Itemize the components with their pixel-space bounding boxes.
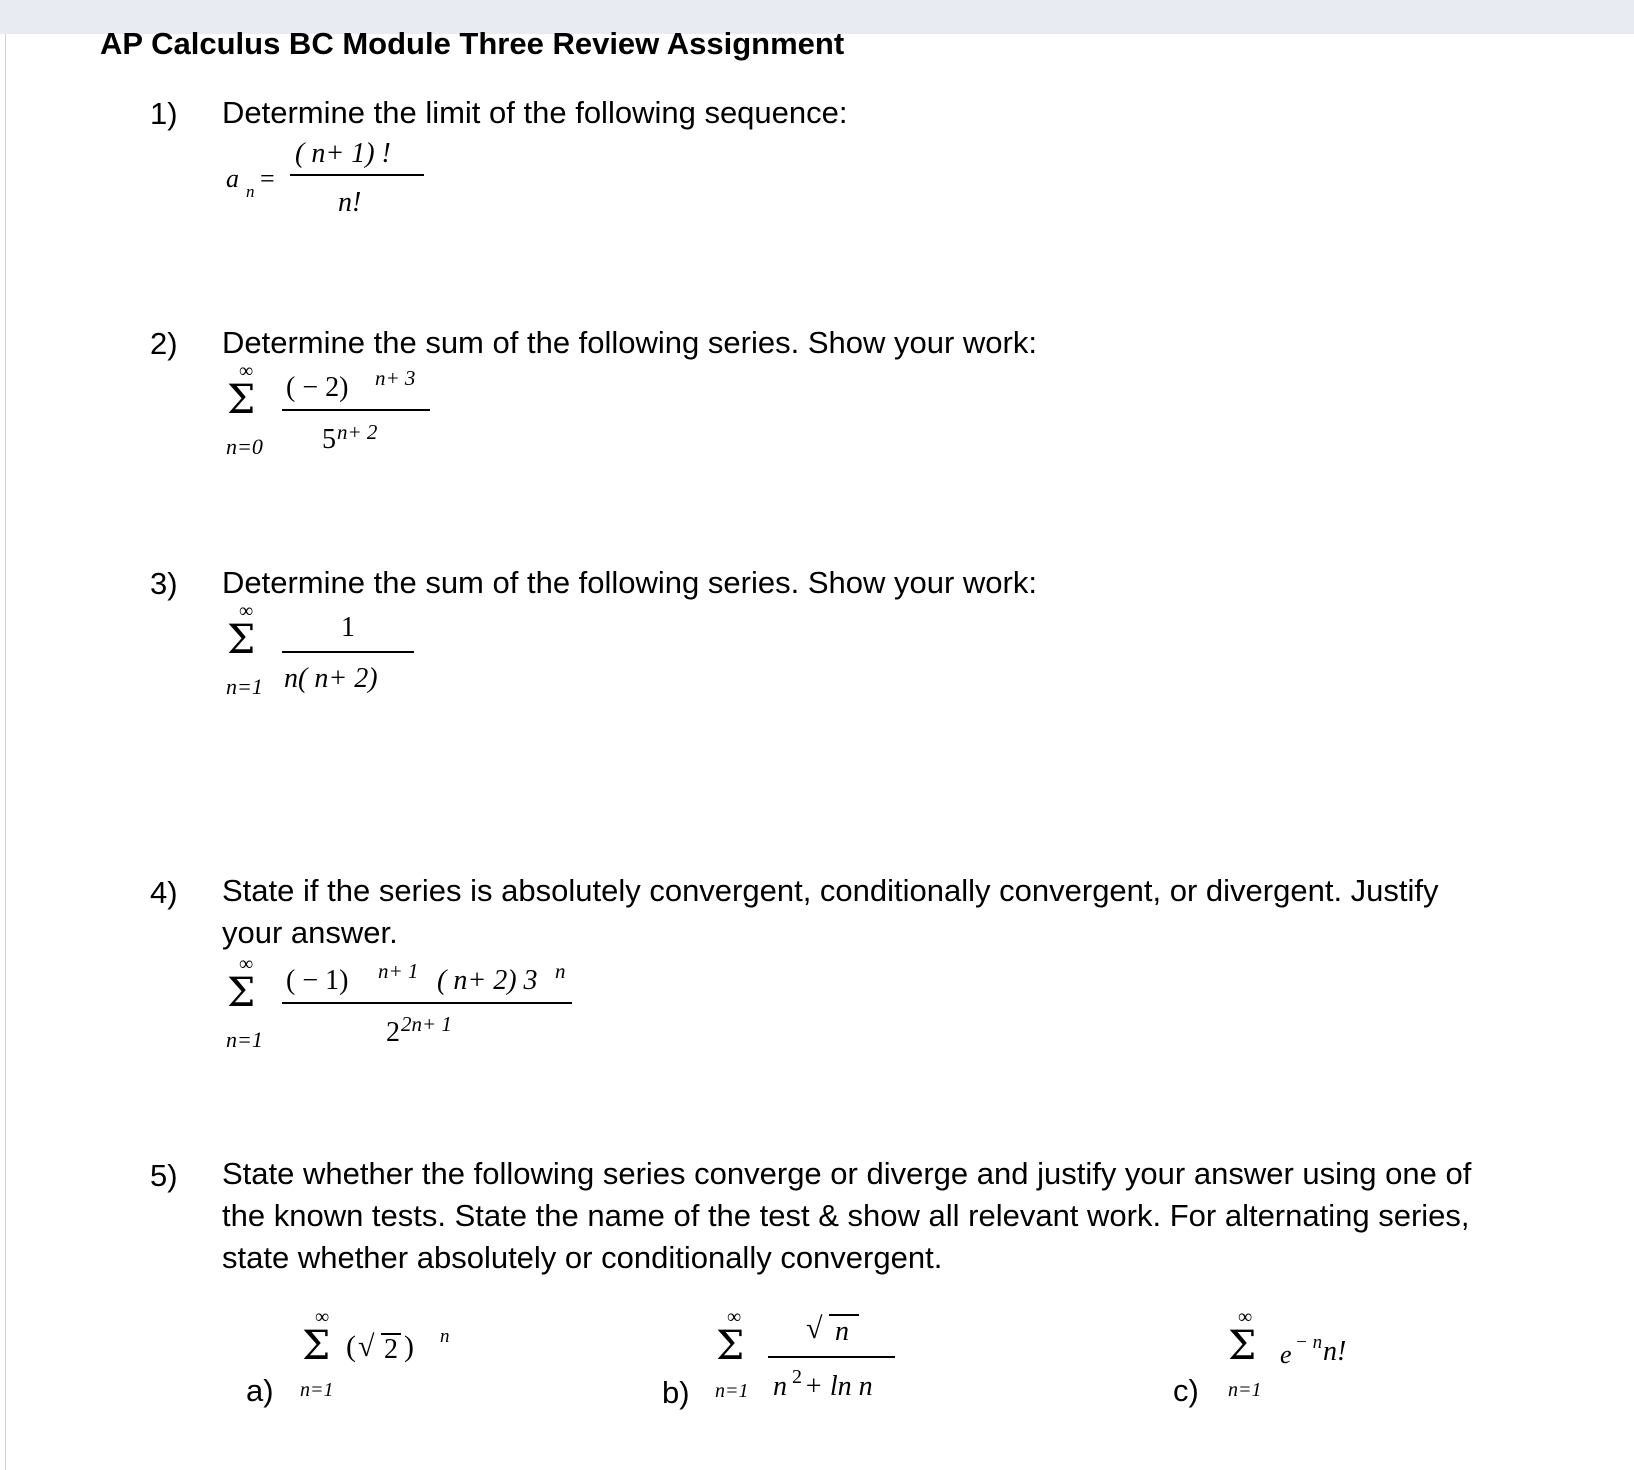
denominator-base: 5 xyxy=(322,424,336,455)
exponent: n xyxy=(440,1326,450,1347)
sequence-symbol: a xyxy=(226,164,239,193)
radicand: 2 xyxy=(384,1334,398,1365)
close-paren: ) xyxy=(404,1330,414,1363)
question-text-line-2: your answer. xyxy=(222,915,398,950)
question-number: 1) xyxy=(150,96,178,131)
part-label: b) xyxy=(662,1375,690,1410)
denominator-n: n xyxy=(773,1371,787,1402)
question-text: Determine the limit of the following sequence: xyxy=(222,95,848,130)
fraction-bar xyxy=(282,651,414,653)
part-label: a) xyxy=(246,1373,274,1408)
sum-lower-limit: n=1 xyxy=(226,674,263,699)
denominator-exponent: 2 xyxy=(792,1366,802,1388)
fraction-bar xyxy=(282,409,430,411)
numerator-sign-factor: ( − 1) xyxy=(286,965,349,996)
radical-sign: √ xyxy=(806,1312,823,1345)
sum-lower-limit: n=1 xyxy=(715,1380,749,1402)
question-text: Determine the sum of the following series. Show your work: xyxy=(222,565,1037,600)
question-text: Determine the sum of the following series. Show your work: xyxy=(222,325,1037,360)
question-text-line-1: State if the series is absolutely convergent, conditionally convergent, or divergent. Justify xyxy=(222,873,1439,908)
question-number: 2) xyxy=(150,326,178,361)
summation-sign: Σ xyxy=(227,617,256,663)
summation-sign: Σ xyxy=(227,970,256,1016)
question-number: 5) xyxy=(150,1158,178,1193)
denominator-exponent: 2n+ 1 xyxy=(401,1012,452,1036)
fraction-denominator: n( n+ 2) xyxy=(284,663,378,694)
exponential-base: e xyxy=(1280,1340,1292,1369)
page-edge xyxy=(5,34,6,1470)
sum-upper-limit: ∞ xyxy=(1238,1306,1253,1328)
sum-upper-limit: ∞ xyxy=(239,600,254,622)
numerator-sign-exponent: n+ 1 xyxy=(378,959,419,983)
summation-sign: Σ xyxy=(227,377,256,423)
denominator-base: 2 xyxy=(386,1017,400,1048)
numerator-power-exponent: n xyxy=(555,959,566,983)
exponential-exponent: − n xyxy=(1295,1332,1323,1353)
sum-upper-limit: ∞ xyxy=(315,1306,330,1328)
question-text-line-2: the known tests. State the name of the test & show all relevant work. For alternating series, xyxy=(222,1198,1470,1233)
sum-lower-limit: n=1 xyxy=(226,1027,263,1052)
summation-sign: Σ xyxy=(716,1323,745,1369)
fraction-bar xyxy=(768,1356,895,1358)
sum-upper-limit: ∞ xyxy=(239,953,254,975)
fraction-denominator: n! xyxy=(338,187,362,218)
question-number: 4) xyxy=(150,875,178,910)
numerator-factor: ( n+ 2) 3 xyxy=(437,965,538,996)
sum-lower-limit: n=0 xyxy=(226,434,263,459)
fraction-bar xyxy=(290,174,424,176)
denominator-rest: + ln n xyxy=(804,1371,873,1402)
radicand: n xyxy=(835,1316,849,1347)
summation-sign: Σ xyxy=(302,1323,331,1369)
question-text-line-3: state whether absolutely or conditionally convergent. xyxy=(222,1240,943,1275)
sum-upper-limit: ∞ xyxy=(239,360,254,382)
sum-upper-limit: ∞ xyxy=(727,1306,742,1328)
fraction-bar xyxy=(282,1002,572,1004)
sum-lower-limit: n=1 xyxy=(300,1379,334,1401)
fraction-numerator: ( n+ 1) ! xyxy=(295,138,391,169)
radical-sign: √ xyxy=(358,1330,375,1363)
factorial-term: n! xyxy=(1323,1336,1347,1367)
part-label: c) xyxy=(1173,1373,1199,1408)
numerator-base: ( − 2) xyxy=(286,372,349,403)
open-paren: ( xyxy=(346,1330,356,1363)
question-number: 3) xyxy=(150,566,178,601)
equals-sign: = xyxy=(260,164,275,193)
numerator-exponent: n+ 3 xyxy=(375,366,416,390)
denominator-exponent: n+ 2 xyxy=(337,420,378,444)
question-text-line-1: State whether the following series converge or diverge and justify your answer using one of xyxy=(222,1156,1472,1191)
sequence-subscript: n xyxy=(246,182,255,201)
sum-lower-limit: n=1 xyxy=(1228,1379,1262,1401)
summation-sign: Σ xyxy=(1228,1323,1257,1369)
document-title: AP Calculus BC Module Three Review Assignment xyxy=(100,26,845,61)
fraction-numerator: 1 xyxy=(341,612,355,643)
